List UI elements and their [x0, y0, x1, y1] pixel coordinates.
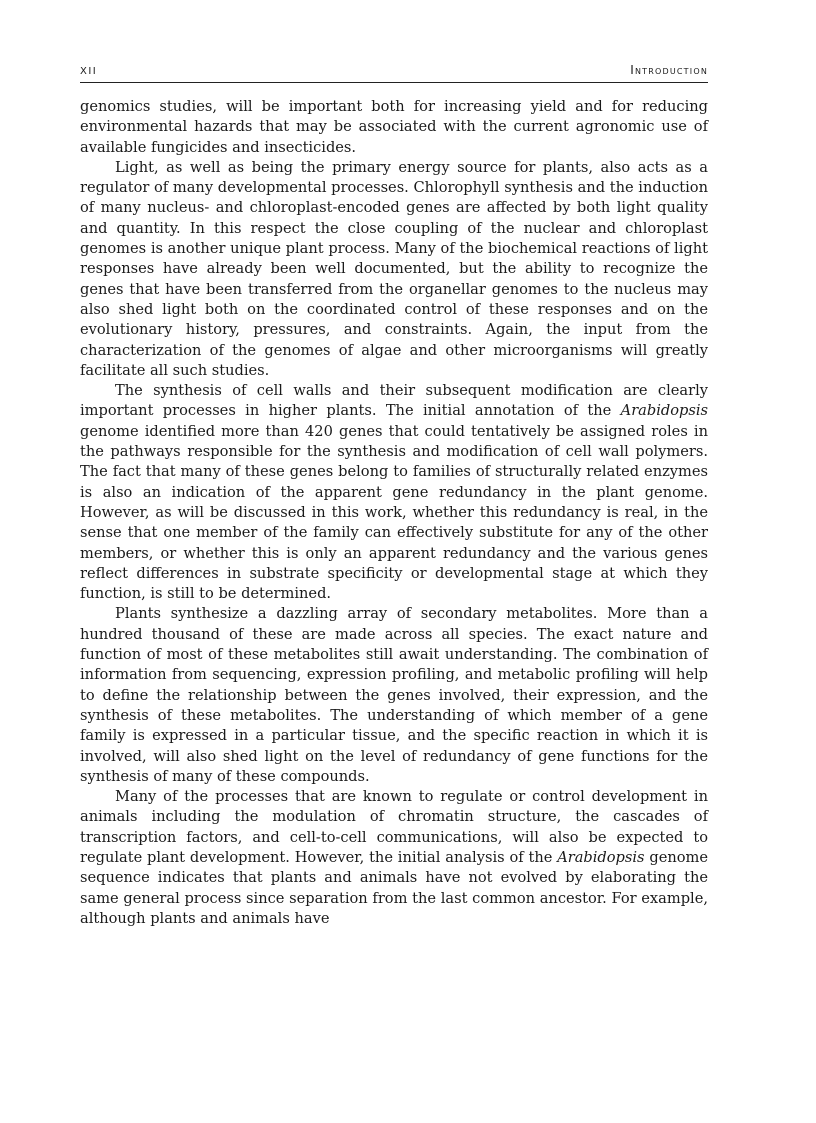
body-text	[80, 97, 708, 929]
running-header	[80, 62, 708, 83]
book-page	[80, 62, 708, 929]
paragraph-text: Many of the processes that are known to regulate or control development in animals including the modulation of chromatin structure, the cascades of transcription factors, and cell-to-cell communications, will also be expected to regulate plant development. However, the initial analysis of the	[80, 788, 708, 866]
paragraph-continued: genomics studies, will be important both for increasing yield and for reducing environmental hazards that may be associated with the current agronomic use of available fungicides and insecticides.	[80, 98, 708, 156]
section-title: Introduction	[630, 63, 708, 77]
species-name: Arabidopsis	[557, 848, 645, 866]
paragraph-development	[80, 787, 708, 929]
paragraph-text: genome sequence indicates that plants and animals have not evolved by elaborating the same general process since separation from the last common ancestor. For example, although plants and animals have	[80, 848, 708, 927]
paragraph-cell-walls	[80, 381, 708, 604]
paragraph-light: Light, as well as being the primary energy source for plants, also acts as a regulator of many developmental processes. Chlorophyll synthesis and the induction of many nucleus- and chloroplast-encoded genes are affected by both light quality and quantity. In this respect the close coupling of the nuclear and chloroplast genomes is another unique plant process. Many of the biochemical reactions of light responses have already been well documented, but the ability to recognize the genes that have been transferred from the organellar genomes to the nucleus may also shed light both on the coordinated control of these responses and on the evolutionary history, pressures, and constraints. Again, the input from the characterization of the genomes of algae and other microorganisms will greatly facilitate all such studies.	[80, 158, 708, 379]
paragraph-text: The synthesis of cell walls and their subsequent modification are clearly important processes in higher plants. The initial annotation of the	[80, 382, 708, 420]
species-name: Arabidopsis	[620, 402, 708, 420]
paragraph-secondary-metabolites: Plants synthesize a dazzling array of secondary metabolites. More than a hundred thousand of these are made across all species. The exact nature and function of most of these metabolites still await understanding. The combination of information from sequencing, expression profiling, and metabolic profiling will help to define the relationship between the genes involved, their expression, and the synthesis of these metabolites. The understanding of which member of a gene family is expressed in a particular tissue, and the specific reaction in which it is involved, will also shed light on the level of redundancy of gene functions for the synthesis of many of these compounds.	[80, 605, 708, 785]
page-number: xii	[80, 62, 98, 78]
paragraph-text: genome identified more than 420 genes that could tentatively be assigned roles in the pathways responsible for the synthesis and modification of cell wall polymers. The fact that many of these genes belong to families of structurally related enzymes is also an indication of the apparent gene redundancy in the plant genome. However, as will be discussed in this work, whether this redundancy is real, in the sense that one member of the family can effectively substitute for any of the other members, or whether this is only an apparent redundancy and the various genes reflect differences in substrate specificity or developmental stage at which they function, is still to be determined.	[80, 422, 708, 603]
